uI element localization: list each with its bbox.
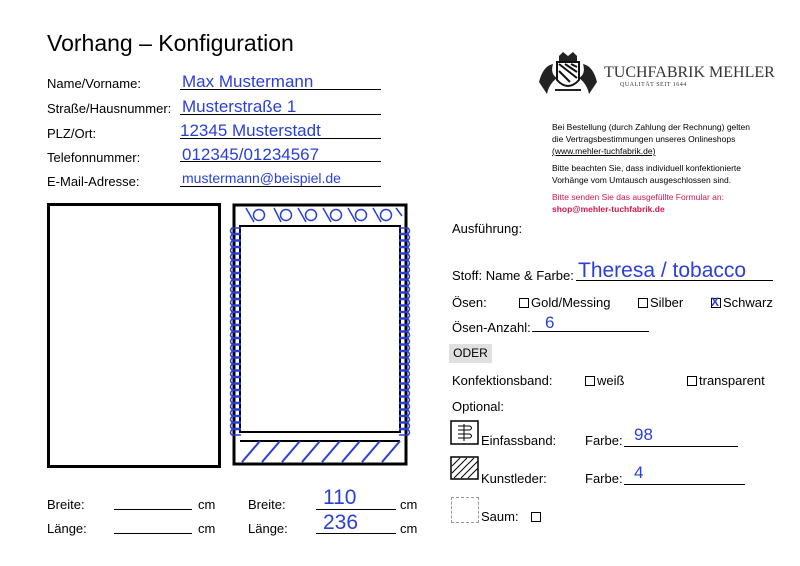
gold-checkbox[interactable] — [519, 298, 529, 308]
street-label: Straße/Hausnummer: — [47, 101, 172, 116]
left-breite-label: Breite: — [47, 497, 85, 512]
ausfuehrung-label: Ausführung: — [452, 221, 523, 236]
email-value[interactable]: mustermann@beispiel.de — [182, 170, 341, 186]
page-title: Vorhang – Konfiguration — [47, 30, 294, 56]
optional-label: Optional: — [452, 399, 505, 414]
brand-name: TUCHFABRIK MEHLER — [604, 64, 775, 81]
right-breite-unit: cm — [400, 497, 418, 512]
kunstleder-icon[interactable] — [450, 456, 480, 482]
stoff-value[interactable]: Theresa / tobacco — [578, 259, 747, 282]
right-breite-value[interactable]: 110 — [323, 486, 357, 509]
info-line-3: Bitte beachten Sie, dass individuell konfektionierte — [552, 163, 742, 173]
brand-tagline: QUALITÄT SEIT 1644 — [620, 82, 687, 88]
phone-value[interactable]: 012345/01234567 — [182, 145, 320, 164]
kunstleder-farbe-label: Farbe: — [585, 471, 623, 486]
left-laenge-unit: cm — [198, 521, 216, 536]
email-label: E-Mail-Adresse: — [47, 174, 140, 189]
einfassband-farbe-value[interactable]: 98 — [634, 425, 653, 444]
transparent-option[interactable]: transparent — [687, 373, 765, 388]
weiss-option[interactable]: weiß — [585, 373, 624, 388]
right-laenge-value[interactable]: 236 — [323, 511, 359, 534]
info-line-4: Vorhänge vom Umtausch ausgeschlossen sind. — [552, 175, 732, 185]
city-label: PLZ/Ort: — [47, 126, 97, 141]
konfektionsband-label: Konfektionsband: — [452, 373, 553, 388]
street-value[interactable]: Musterstraße 1 — [182, 97, 297, 116]
info-line-2: die Vertragsbestimmungen unseres Onlineshops — [552, 134, 736, 144]
kunstleder-farbe-value[interactable]: 4 — [634, 463, 644, 482]
oesen-anzahl-label: Ösen-Anzahl: — [452, 320, 531, 335]
silber-checkbox[interactable] — [638, 298, 648, 308]
oesen-label: Ösen: — [452, 295, 487, 310]
send-instruction: Bitte senden Sie das ausgefüllte Formular an: — [552, 192, 724, 202]
saum-icon[interactable] — [451, 497, 479, 523]
left-breite-unit: cm — [198, 497, 216, 512]
saum-option[interactable] — [531, 509, 543, 524]
transparent-checkbox[interactable] — [687, 376, 697, 386]
saum-checkbox[interactable] — [531, 512, 541, 522]
left-laenge-label: Länge: — [47, 521, 87, 536]
shop-link[interactable]: (www.mehler-tuchfabrik.de) — [552, 146, 656, 156]
name-value[interactable]: Max Mustermann — [182, 72, 314, 91]
schwarz-option[interactable]: X Schwarz — [711, 295, 773, 310]
gold-option[interactable]: Gold/Messing — [519, 295, 610, 310]
oder-badge: ODER — [449, 344, 492, 363]
oesen-anzahl-value[interactable]: 6 — [545, 313, 555, 332]
curtain-diagram-configured — [228, 200, 414, 470]
stoff-label: Stoff: Name & Farbe: — [452, 268, 574, 283]
right-breite-label: Breite: — [248, 497, 286, 512]
einfassband-farbe-label: Farbe: — [585, 433, 623, 448]
info-line-1: Bei Bestellung (durch Zahlung der Rechnung) gelten — [552, 122, 750, 132]
einfassband-label: Einfassband: — [481, 433, 557, 448]
curtain-diagram-plain — [47, 203, 221, 468]
city-value[interactable]: 12345 Musterstadt — [180, 121, 321, 140]
shop-email[interactable]: shop@mehler-tuchfabrik.de — [552, 204, 665, 214]
right-laenge-label: Länge: — [248, 521, 288, 536]
weiss-checkbox[interactable] — [585, 376, 595, 386]
name-label: Name/Vorname: — [47, 76, 141, 91]
right-laenge-unit: cm — [400, 521, 418, 536]
schwarz-checkbox[interactable] — [711, 298, 721, 308]
phone-label: Telefonnummer: — [47, 150, 141, 165]
kunstleder-label: Kunstleder: — [481, 471, 547, 486]
crest-logo-icon — [537, 52, 599, 98]
einfassband-icon[interactable] — [450, 420, 480, 446]
silber-option[interactable]: Silber — [638, 295, 683, 310]
saum-label: Saum: — [481, 509, 519, 524]
